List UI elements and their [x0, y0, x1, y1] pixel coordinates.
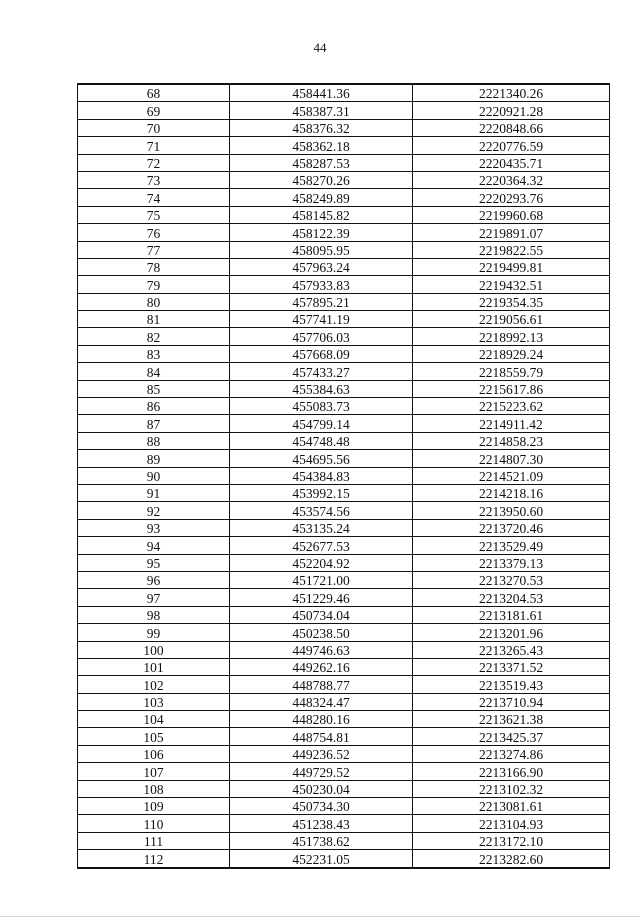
- x-coordinate-cell: 457963.24: [230, 258, 413, 275]
- point-number-cell: 90: [78, 467, 230, 484]
- y-coordinate-cell: 2219499.81: [413, 258, 610, 275]
- table-row: [78, 658, 610, 675]
- table-row: [78, 798, 610, 815]
- x-coordinate-cell: 448754.81: [230, 728, 413, 745]
- coordinates-table-body: [78, 84, 610, 868]
- table-row: [78, 119, 610, 136]
- x-coordinate-cell: 453992.15: [230, 484, 413, 501]
- table-row: [78, 189, 610, 206]
- table-row: [78, 745, 610, 762]
- point-number-cell: 93: [78, 519, 230, 536]
- point-number-cell: 78: [78, 258, 230, 275]
- x-coordinate-cell: 451738.62: [230, 832, 413, 849]
- point-number-cell: 88: [78, 432, 230, 449]
- point-number-cell: 71: [78, 137, 230, 154]
- y-coordinate-cell: 2220293.76: [413, 189, 610, 206]
- table-row: [78, 554, 610, 571]
- x-coordinate-cell: 455083.73: [230, 398, 413, 415]
- page-number: 44: [313, 40, 327, 55]
- x-coordinate-cell: 457668.09: [230, 345, 413, 362]
- y-coordinate-cell: 2221340.26: [413, 84, 610, 102]
- x-coordinate-cell: 458095.95: [230, 241, 413, 258]
- x-coordinate-cell: 450238.50: [230, 624, 413, 641]
- y-coordinate-cell: 2213621.38: [413, 711, 610, 728]
- x-coordinate-cell: 453135.24: [230, 519, 413, 536]
- x-coordinate-cell: 450734.04: [230, 606, 413, 623]
- table-row: [78, 102, 610, 119]
- table-row: [78, 711, 610, 728]
- y-coordinate-cell: 2213282.60: [413, 850, 610, 868]
- x-coordinate-cell: 458145.82: [230, 206, 413, 223]
- x-coordinate-cell: 448788.77: [230, 676, 413, 693]
- point-number-cell: 111: [78, 832, 230, 849]
- y-coordinate-cell: 2213379.13: [413, 554, 610, 571]
- coordinates-table: [77, 83, 610, 869]
- point-number-cell: 96: [78, 571, 230, 588]
- table-row: [78, 415, 610, 432]
- x-coordinate-cell: 458441.36: [230, 84, 413, 102]
- y-coordinate-cell: 2213181.61: [413, 606, 610, 623]
- y-coordinate-cell: 2214521.09: [413, 467, 610, 484]
- table-row: [78, 241, 610, 258]
- point-number-cell: 106: [78, 745, 230, 762]
- y-coordinate-cell: 2214218.16: [413, 484, 610, 501]
- x-coordinate-cell: 449746.63: [230, 641, 413, 658]
- x-coordinate-cell: 450230.04: [230, 780, 413, 797]
- table-row: [78, 293, 610, 310]
- x-coordinate-cell: 457706.03: [230, 328, 413, 345]
- y-coordinate-cell: 2219432.51: [413, 276, 610, 293]
- table-row: [78, 780, 610, 797]
- y-coordinate-cell: 2213172.10: [413, 832, 610, 849]
- table-row: [78, 537, 610, 554]
- y-coordinate-cell: 2213529.49: [413, 537, 610, 554]
- point-number-cell: 102: [78, 676, 230, 693]
- y-coordinate-cell: 2218929.24: [413, 345, 610, 362]
- point-number-cell: 74: [78, 189, 230, 206]
- y-coordinate-cell: 2213201.96: [413, 624, 610, 641]
- point-number-cell: 79: [78, 276, 230, 293]
- point-number-cell: 94: [78, 537, 230, 554]
- y-coordinate-cell: 2213270.53: [413, 571, 610, 588]
- table-row: [78, 206, 610, 223]
- table-row: [78, 258, 610, 275]
- point-number-cell: 99: [78, 624, 230, 641]
- page-bottom-rule: [0, 916, 640, 917]
- point-number-cell: 84: [78, 363, 230, 380]
- point-number-cell: 104: [78, 711, 230, 728]
- y-coordinate-cell: 2214911.42: [413, 415, 610, 432]
- point-number-cell: 87: [78, 415, 230, 432]
- y-coordinate-cell: 2213425.37: [413, 728, 610, 745]
- y-coordinate-cell: 2213081.61: [413, 798, 610, 815]
- point-number-cell: 112: [78, 850, 230, 868]
- table-row: [78, 398, 610, 415]
- table-row: [78, 380, 610, 397]
- y-coordinate-cell: 2213204.53: [413, 589, 610, 606]
- point-number-cell: 95: [78, 554, 230, 571]
- point-number-cell: 103: [78, 693, 230, 710]
- point-number-cell: 98: [78, 606, 230, 623]
- point-number-cell: 89: [78, 450, 230, 467]
- x-coordinate-cell: 458287.53: [230, 154, 413, 171]
- table-row: [78, 311, 610, 328]
- x-coordinate-cell: 454384.83: [230, 467, 413, 484]
- y-coordinate-cell: 2220364.32: [413, 171, 610, 188]
- point-number-cell: 68: [78, 84, 230, 102]
- x-coordinate-cell: 457933.83: [230, 276, 413, 293]
- point-number-cell: 69: [78, 102, 230, 119]
- point-number-cell: 77: [78, 241, 230, 258]
- point-number-cell: 75: [78, 206, 230, 223]
- table-row: [78, 815, 610, 832]
- point-number-cell: 85: [78, 380, 230, 397]
- y-coordinate-cell: 2220848.66: [413, 119, 610, 136]
- point-number-cell: 80: [78, 293, 230, 310]
- x-coordinate-cell: 451238.43: [230, 815, 413, 832]
- table-row: [78, 832, 610, 849]
- y-coordinate-cell: 2220435.71: [413, 154, 610, 171]
- y-coordinate-cell: 2213166.90: [413, 763, 610, 780]
- x-coordinate-cell: 448280.16: [230, 711, 413, 728]
- x-coordinate-cell: 458270.26: [230, 171, 413, 188]
- table-row: [78, 450, 610, 467]
- y-coordinate-cell: 2218559.79: [413, 363, 610, 380]
- table-row: [78, 693, 610, 710]
- x-coordinate-cell: 449729.52: [230, 763, 413, 780]
- point-number-cell: 86: [78, 398, 230, 415]
- y-coordinate-cell: 2219891.07: [413, 224, 610, 241]
- table-row: [78, 606, 610, 623]
- table-row: [78, 84, 610, 102]
- point-number-cell: 82: [78, 328, 230, 345]
- y-coordinate-cell: 2219822.55: [413, 241, 610, 258]
- table-row: [78, 224, 610, 241]
- y-coordinate-cell: 2214858.23: [413, 432, 610, 449]
- y-coordinate-cell: 2220776.59: [413, 137, 610, 154]
- y-coordinate-cell: 2219354.35: [413, 293, 610, 310]
- y-coordinate-cell: 2213102.32: [413, 780, 610, 797]
- x-coordinate-cell: 457433.27: [230, 363, 413, 380]
- x-coordinate-cell: 458387.31: [230, 102, 413, 119]
- x-coordinate-cell: 457895.21: [230, 293, 413, 310]
- table-row: [78, 676, 610, 693]
- x-coordinate-cell: 454695.56: [230, 450, 413, 467]
- table-row: [78, 137, 610, 154]
- table-row: [78, 171, 610, 188]
- table-row: [78, 328, 610, 345]
- x-coordinate-cell: 451721.00: [230, 571, 413, 588]
- table-row: [78, 154, 610, 171]
- x-coordinate-cell: 458249.89: [230, 189, 413, 206]
- table-row: [78, 363, 610, 380]
- table-row: [78, 432, 610, 449]
- y-coordinate-cell: 2213371.52: [413, 658, 610, 675]
- y-coordinate-cell: 2214807.30: [413, 450, 610, 467]
- x-coordinate-cell: 454799.14: [230, 415, 413, 432]
- x-coordinate-cell: 451229.46: [230, 589, 413, 606]
- point-number-cell: 107: [78, 763, 230, 780]
- point-number-cell: 110: [78, 815, 230, 832]
- x-coordinate-cell: 454748.48: [230, 432, 413, 449]
- y-coordinate-cell: 2213710.94: [413, 693, 610, 710]
- table-row: [78, 571, 610, 588]
- point-number-cell: 92: [78, 502, 230, 519]
- y-coordinate-cell: 2213720.46: [413, 519, 610, 536]
- point-number-cell: 105: [78, 728, 230, 745]
- x-coordinate-cell: 458122.39: [230, 224, 413, 241]
- point-number-cell: 73: [78, 171, 230, 188]
- x-coordinate-cell: 453574.56: [230, 502, 413, 519]
- x-coordinate-cell: 449236.52: [230, 745, 413, 762]
- table-row: [78, 850, 610, 868]
- table-row: [78, 345, 610, 362]
- point-number-cell: 70: [78, 119, 230, 136]
- y-coordinate-cell: 2218992.13: [413, 328, 610, 345]
- table-row: [78, 624, 610, 641]
- x-coordinate-cell: 452677.53: [230, 537, 413, 554]
- y-coordinate-cell: 2220921.28: [413, 102, 610, 119]
- x-coordinate-cell: 450734.30: [230, 798, 413, 815]
- y-coordinate-cell: 2213104.93: [413, 815, 610, 832]
- table-row: [78, 484, 610, 501]
- point-number-cell: 81: [78, 311, 230, 328]
- table-row: [78, 467, 610, 484]
- y-coordinate-cell: 2213265.43: [413, 641, 610, 658]
- y-coordinate-cell: 2215223.62: [413, 398, 610, 415]
- y-coordinate-cell: 2219056.61: [413, 311, 610, 328]
- point-number-cell: 97: [78, 589, 230, 606]
- x-coordinate-cell: 457741.19: [230, 311, 413, 328]
- table-row: [78, 502, 610, 519]
- point-number-cell: 101: [78, 658, 230, 675]
- y-coordinate-cell: 2213274.86: [413, 745, 610, 762]
- x-coordinate-cell: 458362.18: [230, 137, 413, 154]
- point-number-cell: 76: [78, 224, 230, 241]
- point-number-cell: 100: [78, 641, 230, 658]
- point-number-cell: 91: [78, 484, 230, 501]
- table-row: [78, 589, 610, 606]
- x-coordinate-cell: 449262.16: [230, 658, 413, 675]
- point-number-cell: 109: [78, 798, 230, 815]
- y-coordinate-cell: 2213519.43: [413, 676, 610, 693]
- table-row: [78, 276, 610, 293]
- x-coordinate-cell: 448324.47: [230, 693, 413, 710]
- table-row: [78, 728, 610, 745]
- point-number-cell: 108: [78, 780, 230, 797]
- y-coordinate-cell: 2219960.68: [413, 206, 610, 223]
- x-coordinate-cell: 455384.63: [230, 380, 413, 397]
- table-row: [78, 641, 610, 658]
- table-row: [78, 763, 610, 780]
- point-number-cell: 83: [78, 345, 230, 362]
- x-coordinate-cell: 452204.92: [230, 554, 413, 571]
- x-coordinate-cell: 452231.05: [230, 850, 413, 868]
- y-coordinate-cell: 2215617.86: [413, 380, 610, 397]
- y-coordinate-cell: 2213950.60: [413, 502, 610, 519]
- x-coordinate-cell: 458376.32: [230, 119, 413, 136]
- point-number-cell: 72: [78, 154, 230, 171]
- table-row: [78, 519, 610, 536]
